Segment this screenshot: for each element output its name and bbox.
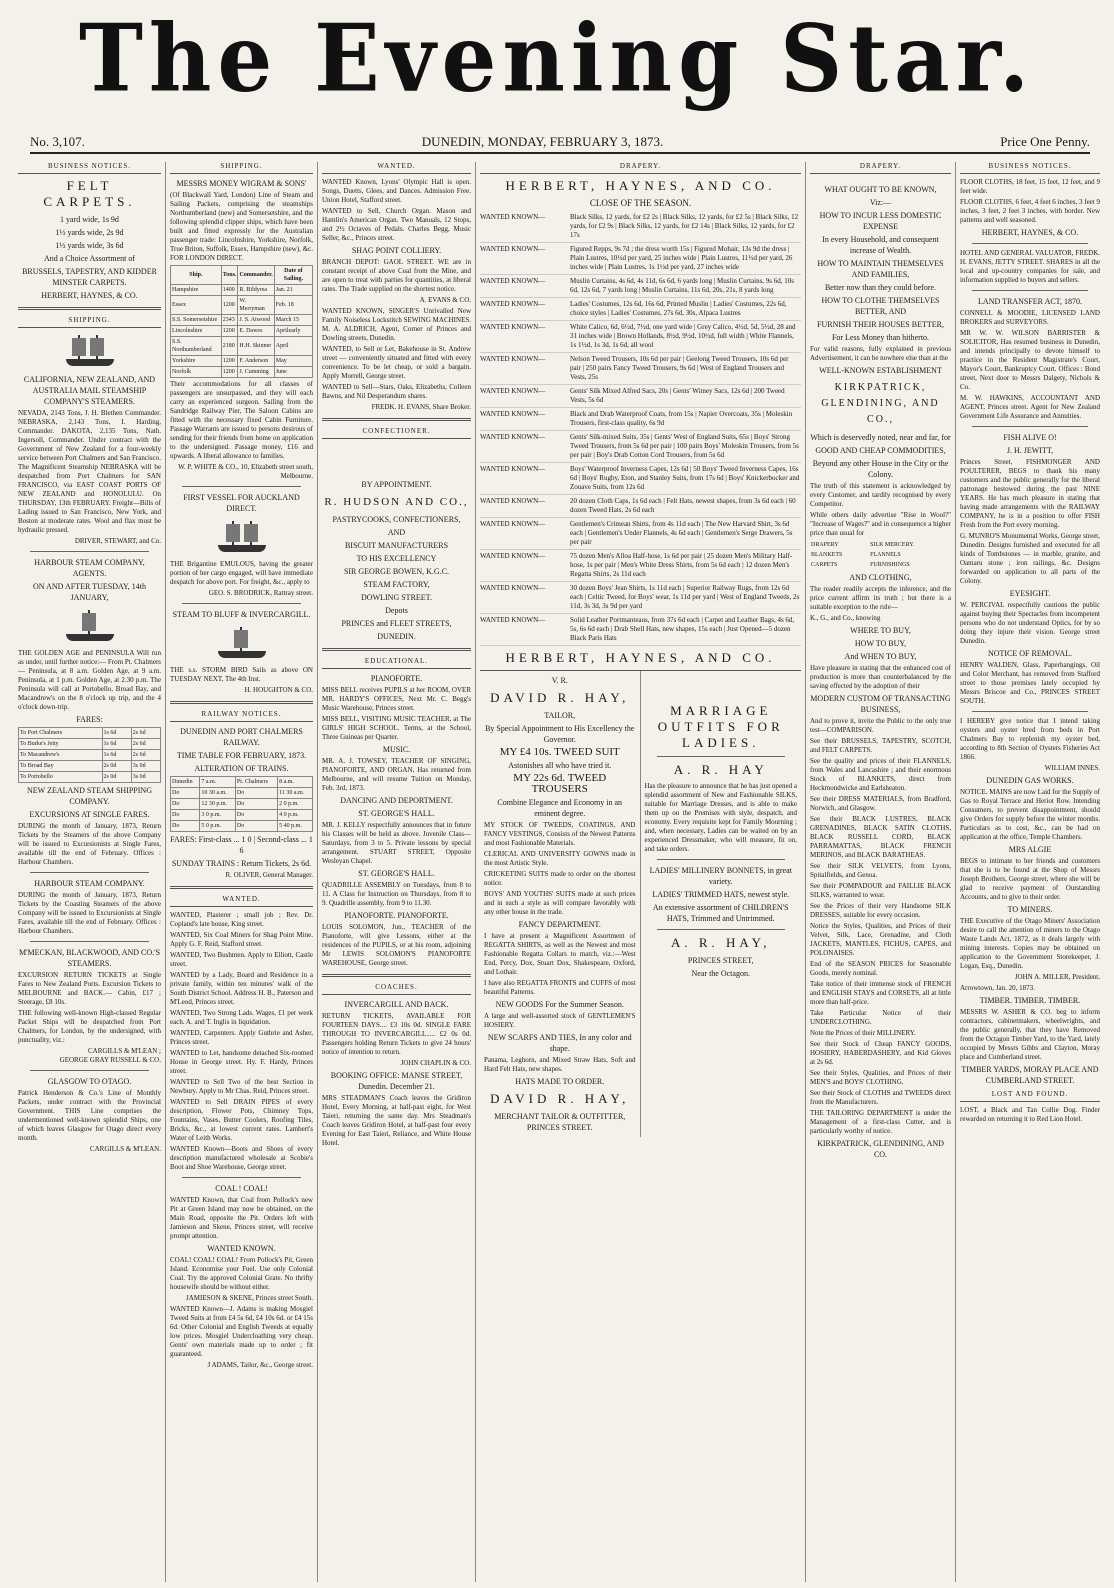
kg-line: HOW TO MAINTAIN THEMSELVES AND FAMILIES, (817, 259, 944, 279)
table-row: Lincolnshire 1200 E. Dawes Aprilearly (171, 326, 313, 337)
table-row: Do 3 0 p.m. Do 4 0 p.m. (171, 810, 313, 821)
floor-cloths-1: FLOOR CLOTHS, 18 feet, 15 feet, 12 feet, and 9 feet wide. (960, 178, 1100, 195)
auckland-signature: GEO. S. BRODRICK, Rattray street. (208, 589, 313, 597)
hay-line: FANCY DEPARTMENT. (518, 920, 601, 929)
kg-modern: MODERN CUSTOM OF TRANSACTING BUSINESS, (810, 694, 951, 714)
conf-line: SIR GEORGE BOWEN, K.G.C. (343, 567, 450, 576)
conf-line: Depots (385, 606, 408, 615)
land-title: LAND TRANSFER ACT, 1870. (978, 297, 1082, 306)
wanted-item: WANTED, Plasterer ; small job ; Rev. Dr. Copland's late house, King street. (170, 911, 313, 928)
felt-signature: HERBERT, HAYNES, & CO. (41, 291, 138, 300)
harbour-sub: ON AND AFTER TUESDAY, 14th JANUARY, (33, 582, 146, 602)
kg-good: GOOD AND CHEAP COMMODITIES, (815, 446, 946, 455)
quadrille-title: ST. GEORGE'S HALL. (358, 869, 435, 878)
eyesight-body: W. PERCIVAL respectfully cautions the public against buying their Spectacles from incompetent persons who do not understand Optics, for by so doing they injure their vision. George street Dunedin. (960, 601, 1100, 645)
oyster-signature: WILLIAM INNES. (1044, 764, 1100, 772)
fish-name: J. H. JEWITT, (1006, 446, 1054, 455)
mw-signature: W. P. WHITE & CO., 10, Elizabeth street south, Melbourne. (178, 463, 313, 480)
cargill-sig: CARGILLS & M'LEAN ; (87, 1047, 161, 1055)
hay-line: CLERICAL AND UNIVERSITY GOWNS made in the most Artistic Style. (484, 850, 636, 867)
miners-date: Arrowtown, Jan. 20, 1873. (960, 984, 1035, 992)
list-item: WANTED KNOWN— Gents' Silk Mixed Alfred Sacs, 20s | Gents' Witney Sacs, 12s 6d | 200 Tweed Vests, 5s 6d (480, 385, 801, 408)
table-row: Yorkshire 1200 F. Anderson May (171, 356, 313, 367)
table-row: To Portobello 2s 0d 3s 0d (19, 772, 161, 783)
divider (182, 486, 301, 487)
issue-date: DUNEDIN, MONDAY, FEBRUARY 3, 1873. (421, 134, 664, 149)
arh-name-2: A. R. HAY, (670, 935, 771, 950)
rail-signature: R. OLIVER, General Manager. (225, 871, 313, 879)
algie-body: BEGS to intimate to her friends and customers that she is to be found at the Shop of Messrs Joseph Brothers, George street, where she will be glad to receive payment of Outstanding Accounts, and to give to their order. (960, 857, 1100, 901)
removal-body: HENRY WALDEN, Glass, Paperhangings, Oil and Color Merchant, has removed from Stafford street to those premises lately occupied by Messrs Briscoe and Co., PRINCES STREET SOUTH. (960, 661, 1100, 705)
hay-trousers: MY 22s 6d. TWEED TROUSERS (513, 772, 607, 795)
kg-pleasure: Have pleasure in stating that the enhanced cost of production is more than counterbalanced by the saving effected by the adoption of their (810, 664, 951, 690)
kg-see-item: Note the Prices of their MILLINERY. (810, 1029, 916, 1037)
divider (30, 1070, 149, 1071)
rail-sub: TIME TABLE FOR FEBRUARY, 1873. (176, 751, 307, 760)
list-item: WANTED KNOWN— Figured Repps, 9s 7d ; the dress worth 15s | Figured Mohair, 13s 9d the dress | Plain Lustres, 10½d per yard, 25 inches wide | Plain Lustres, 11½d per yard, 26 inches wide | Plain Lustres, 1s 1½d per yard, 27 inches wide (480, 243, 801, 275)
kg-see-item: Notice the Styles, Qualities, and Prices of their Velvet, Silk, Lace, Grenadine, and Cloth JACKETS, MANTLES, FICHUS, CAPES, and POLONAISES. (810, 922, 951, 957)
glasgow-sig: CARGILLS & M'LEAN. (89, 1145, 161, 1153)
table-row: To Burke's Jetty 1s 6d 2s 6d (19, 739, 161, 750)
fish-body: Princes Street, FISHMONGER AND POULTERER, BEGS to thank his many customers and the public generally for the liberal patronage bestowed during the past NINE YEARS. He has much pleasure in stating that having made arrangements with the RAILWAY COMPANY, he is in a position to offer FISH Fresh from the Port every morning. (960, 458, 1100, 529)
section-header: SHIPPING. (18, 316, 161, 328)
kg-see-item: See their BLACK LUSTRES, BLACK GRENADINES, BLACK SATIN CLOTHS, BLACK RUSSELL CORD, BLACK PARRAMATTAS, BLACK FRENCH MERINOS, and BLACK BARATHEAS. (810, 815, 951, 859)
harbour-body: THE GOLDEN AGE and PENINSULA Will run as under, until further notice:— From Pt. Chalmers— Peninsula, at 8 a.m. Golden Age, at 9 a.m. Peninsula, at 1 p.m. Golden Age, at 2.30 p.m. The Peninsula will call at Portobello, Broad Bay, and Macandrew's on the 8 o'clock up trip, and the 4 o'clock down-trip. (18, 649, 162, 711)
hay-signature: DAVID R. HAY, (490, 1091, 630, 1106)
list-item: WANTED KNOWN— Muslin Curtains, 4s 6d, 4s 11d, 6s 6d, 6 yards long | Muslin Curtains, 9s 6d, 10s 6d, 12s 6d, 7 yards long | Muslin Curtains, 11s 6d, 20s, 21s, 8 yards long (480, 275, 801, 298)
mw-body-2: Their accommodations for all classes of passengers are unsurpassed, and they will each carry an experienced surgeon. Sailing from the Sandridge Railway Pier, The Saloon Cabins are fitted with the necessary fixed Cabin Furniture. Passage Warrants are issued to persons desirous of sending for their friends from home on application to the undersigned. Passage money, £16 and upwards. A liberal allowance to families. (170, 380, 313, 460)
hay-appointment: By Special Appointment to His Excellency the Governor. (485, 724, 635, 744)
ship-icon (60, 332, 120, 370)
table-row: To Port Chalmers 1s 6d 2s 6d (19, 728, 161, 739)
divider (657, 859, 786, 860)
hay-sub: TAILOR, (544, 711, 576, 720)
gas-body: NOTICE. MAINS are now Laid for the Supply of Gas to Royal Terrace and Heriot Row. Intending Consumers, to prevent disappointment, should give Orders for supply before the winter months. Particulars as to cost, &c., can be had on application at the office, Temple Chambers. (960, 788, 1100, 841)
marriage-title: MARRIAGE OUTFITS FOR LADIES. (657, 703, 784, 750)
section-header: WANTED. (170, 895, 313, 907)
hay-line: Panama, Leghorn, and Mixed Straw Hats, Soft and Hard Felt Hats, new shapes. (484, 1056, 636, 1073)
hay-line: HATS MADE TO ORDER. (515, 1077, 605, 1086)
kg-reader: The reader readily accepts the inference, and the price current affirm its truth ; but there is a suitable exception to the rule— (810, 585, 951, 611)
music-body: MR. A. J. TOWSEY, TEACHER OF SINGING, PIANOFORTE, AND ORGAN, Has returned from Melbourne, and will resume Tuition on Monday, Feb. 3rd, 1873. (322, 757, 471, 792)
kg-see-item: End of the SEASON PRICES for Seasonable Goods, merely nominal. (810, 960, 951, 977)
felt-carpets-title: FELT CARPETS. (43, 178, 136, 209)
hay-line: BOYS' AND YOUTHS' SUITS made at such prices and in such a style as will compare favorably with any other house in the trade. (484, 890, 636, 916)
kg-good-sub: Beyond any other House in the City or the Colony. (812, 459, 949, 479)
list-item: WANTED KNOWN— 75 dozen Men's Alloa Half-hose, 1s 6d per pair | 25 dozen Men's Military Half-hose, 1s per pair | Men's White Dress Shirts, from 5s 6d each | 12 dozen Men's Regatta Shirts, 2s 11d each (480, 550, 801, 582)
table-row: To Broad Bay 2s 0d 3s 0d (19, 761, 161, 772)
cal-title: CALIFORNIA, NEW ZEALAND, AND AUSTRALIA MAIL STEAMSHIP COMPANY'S STEAMERS. (23, 375, 156, 406)
column-2 (166, 162, 318, 1582)
mm-body: EXCURSION RETURN TICKETS at Single Fares to New Zealand Ports. Excursion Tickets to MELBOURNE and BACK.— Cabin, £17 ; Steerage, £8 10s. (18, 971, 161, 1006)
divider (182, 1177, 301, 1178)
wanted-item: WANTED to Sell DRAIN PIPES of every description, Flower Pots, Chimney Tops, Fountains, Vases, Butter Coolers, Roofing Tiles, Bricks, &c., at lowest current rates. Lambert's Water of Leith Works. (170, 1098, 313, 1142)
auckland-title: FIRST VESSEL FOR AUCKLAND DIRECT. (183, 493, 300, 513)
hay-line: I have also REGATTA FRONTS and CUFFS of most beautiful Patterns. (484, 979, 636, 996)
table-row: Do 5 0 p.m. Do 5 40 p.m. (171, 821, 313, 832)
column-4 (476, 162, 806, 1582)
felt-line: 1½ yards wide, 3s 6d (55, 241, 124, 250)
table-row: S.S. Somersetshire 2343 J. S. Atwood March 15 (171, 315, 313, 326)
fish-title: FISH ALIVE O! (1003, 433, 1057, 442)
kg-how: HOW TO BUY, (854, 639, 907, 648)
auckland-body: THE Brigantine EMULOUS, having the greater portion of her cargo engaged, will have immediate despatch for above port. For freight, &c., apply to (170, 560, 313, 586)
divider (972, 290, 1088, 291)
ship-table (170, 265, 313, 378)
kg-line: FURNISH THEIR HOUSES BETTER, (817, 320, 944, 329)
shag-title: SHAG POINT COLLIERY. (351, 246, 442, 255)
divider (30, 872, 149, 873)
column-header: BUSINESS NOTICES. (960, 162, 1100, 174)
coach-body: RETURN TICKETS, AVAILABLE FOR FOURTEEN DAYS.... £3 10s 0d. SINGLE FARE THROUGH TO INVERCARGILL..... £2 0s 0d. Passengers holding Return Tickets to give 24 hours' notice of intention to return. (322, 1012, 471, 1056)
arh-advert (641, 671, 802, 1137)
kg-line: Better now than they could before. (824, 283, 937, 292)
timber-title: TIMBER. TIMBER. TIMBER. (979, 996, 1081, 1005)
coach-title: INVERCARGILL AND BACK. (344, 1000, 449, 1009)
column-5 (806, 162, 956, 1582)
divider (322, 974, 471, 977)
divider (322, 418, 471, 421)
wanted-item: WANTED, Two Bushmen. Apply to Elliott, Castle street. (170, 951, 313, 968)
fares-table (18, 727, 161, 783)
kg-while: While others daily advertise "Rise in Wool?" "Increase of Wages?" and in consequence a higher price than usual for (810, 511, 951, 537)
hay-line: CRICKETING SUITS made to order on the shortest notice. (484, 870, 636, 887)
kg-when: And WHEN TO BUY, (844, 652, 917, 661)
coal2-signature: JAMIESON & SKENE, Princes street South. (186, 1294, 313, 1302)
divider (972, 711, 1088, 712)
column-header: DRAPERY. (480, 162, 801, 174)
divider (182, 603, 301, 604)
kg-clothing: AND CLOTHING, (849, 573, 912, 582)
oyster-body: I HEREBY give notice that I intend taking oysters and oyster bred from beds in Port Chalmers Bay to replenish my oyster bed, according to 8th Section of Oysters Fisheries Act 1866. (960, 717, 1100, 761)
wanted-item: WANTED KNOWN, SINGER'S Unrivalled New Family Noiseless Lockstitch SEWING MACHINES. M. A. ALDRICH, Agent, Corner of Princes and Dowling streets, Dunedin. (322, 307, 471, 342)
miners-signature: JOHN A. MILLER, President. (1014, 973, 1100, 981)
list-item: WANTED KNOWN— Boys' Waterproof Inverness Capes, 12s 6d | 50 Boys' Tweed Inverness Capes, 16s 6d | Boys' Rugby, Eton, and Stanley Suits, from 17s 6d | Boys' Knickerbocker and Zouave Suits, from 12s 6d (480, 463, 801, 495)
column-header: DRAPERY. (810, 162, 951, 174)
list-item: WANTED KNOWN— White Calico, 6d, 6½d, 7½d, one yard wide | Grey Calico, 4½d, 5d, 5½d, 28 and 31 inches wide | Brown Hollands, 8½d, 9½d, 10½d, full width | White Flannels, 1s 1½d, 1s 3d, 1s 6d, all wool (480, 321, 801, 353)
kg-truth: The truth of this statement is acknowledged by every Customer, and tardily recognised by every Competitor. (810, 482, 951, 508)
bluff-body: THE s.s. STORM BIRD Sails as above ON TUESDAY NEXT, The 4th Inst. (170, 666, 313, 683)
edu-bell-2: MISS BELL, VISITING MUSIC TEACHER, at The GIRLS' HIGH SCHOOL. Terms, at the School, Three Guineas per Quarter. (322, 715, 471, 741)
list-item: WANTED KNOWN— Ladies' Costumes, 12s 6d, 16s 6d, Printed Muslin | Ladies' Costumes, 22s 6d, choice styles | Ladies' Costumes, 27s 6d, 30s, Alpaca Lustres (480, 298, 801, 321)
felt-line: 1 yard wide, 1s 9d (60, 215, 119, 224)
removal-title: NOTICE OF REMOVAL. (987, 649, 1073, 658)
piano-body: LOUIS SOLOMON, Jun., TEACHER of the Pianoforte, will give Lessons, either at the residences of the PUPILS, or at his room, adjoining Mr LEWIS SOLOMON'S PIANOFORTE WAREHOUSE, George street. (322, 923, 471, 967)
harbour-title: HARBOUR STEAM COMPANY, AGENTS. (34, 558, 145, 578)
kg-see-item: See their DRESS MATERIALS, from Bradford, Norwich, and Glasgow. (810, 795, 951, 812)
ship-icon (212, 624, 272, 662)
hay-line: NEW GOODS For the Summer Season. (495, 1000, 624, 1009)
kg-tailoring: THE TAILORING DEPARTMENT is under the Management of a first-class Cutter, and is particularly worthy of notice. (810, 1109, 951, 1135)
list-item: WANTED KNOWN— Black Silks, 12 yards, for £2 2s | Black Silks, 12 yards, for £2 5s | Black Silks, 12 yards, for £2 9s | Black Silks, 12 yards, for £2 14s | Black Silks, 12 yards, for £2 17s (480, 211, 801, 243)
lost-body: LOST, a Black and Tan Collie Dog. Finder rewarded on returning it to Red Lion Hotel. (960, 1106, 1100, 1123)
kg-see-item: See their Stock of CLOTHS and TWEEDS direct from the Manufacturers. (810, 1089, 951, 1106)
kg-firm-sub: Which is deservedly noted, near and far, for (810, 433, 951, 442)
bluff-signature: H. HOUGHTON & CO. (244, 686, 313, 694)
rail-table (170, 776, 313, 832)
land-body: CONNELL & MOODIE, LICENSED LAND BROKERS and SURVEYORS. (960, 309, 1100, 326)
table-row: DRAPERY SILK MERCERY. (811, 542, 915, 548)
wanted-item: WANTED, Carpenters. Apply Guthrie and Asher, Princes street. (170, 1029, 313, 1046)
table-row: S.S. Northumberland 2180 H.H. Skinner April (171, 337, 313, 356)
timber-body: MESSRS W. ASHER & CO. beg to inform contractors, cabinetmakers, wheelwrights, and the public generally, that they have Removed from the Octagon Timber Yard, to the Yard, lately occupied by Messrs Gibbs and Clayton, Moray place and Cumberland street. (960, 1008, 1100, 1061)
kg-line: Viz:— (869, 198, 892, 207)
piano-title: PIANOFORTE. PIANOFORTE. (344, 911, 449, 920)
hay-suit-sub: Astonishes all who have tried it. (508, 761, 612, 770)
wanted-item: WANTED, to Sell or Let, Bakehouse in St. Andrew street — conveniently situated and fitted with every convenience. To be let cheap, or sold a bargain. Apply Morrell, George street. (322, 345, 471, 380)
kg-signature: KIRKPATRICK, GLENDINING, AND CO. (817, 1139, 944, 1159)
nz-body: DURING the month of January, 1873, Return Tickets by the Steamers of the above Company will be issued to Excursionists at Single Fares, available till the end of February. Offices : Harbour Chambers. (18, 822, 161, 866)
glasgow-body: Patrick Henderson & Co.'s Line of Monthly Packets, under contract with the Provincial Government. THIS Line comprises the undermentioned well-known splendid Ships, one of which leaves Glasgow for Otago direct every month. (18, 1089, 161, 1142)
gg-sig: GEORGE GRAY RUSSELL & CO. (59, 1056, 161, 1064)
table-row: Do 12 30 p.m. Do 2 0 p.m. (171, 799, 313, 810)
divider (170, 701, 313, 704)
list-item: WANTED KNOWN— Black and Drab Waterproof Coats, from 15s | Napier Overcoats, 35s | Moleskin Trousers, first-class quality, 6s 9d (480, 408, 801, 431)
kg-knowing: K., G., and Co., knowing (810, 614, 881, 622)
coach-signature: JOHN CHAPLIN & CO. (400, 1059, 471, 1067)
mw-title: MESSRS MONEY WIGRAM & SONS' (176, 179, 307, 188)
mm-title: M'MECKAN, BLACKWOOD, AND CO.'S STEAMERS. (18, 948, 161, 968)
wanted-item: WANTED by a Lady, Board and Residence in a private family, within ten minutes' walk of the South District School. Address H. B., Paterson and M'Leod, Princes street. (170, 971, 313, 1006)
dateline (30, 132, 1090, 154)
ship-icon (60, 607, 120, 645)
issue-price: Price One Penny. (1000, 134, 1090, 149)
mw-body: (Of Blackwall Yard, London) Line of Steam and Sailing Packets, comprising the steamships Northumberland (new) and Somersetshire, and the following splendid clipper ships, which have been built and fitted expressly for the Australian passenger trade: Lincolnshire, Yorkshire, Norfolk, True Briton, Suffolk, Essex, Hampshire (new), &c. FOR LONDON DIRECT. (170, 191, 313, 262)
section-header: CONFECTIONER. (322, 427, 471, 439)
list-item: WANTED KNOWN— Gents' Silk-mixed Suits, 35s | Gents' West of England Suits, 65s | Boys' Strong Tweed Trousers, from 5s 6d per pair | 100 pairs Boys' Moleskin Trousers, from 5s per pair | Boy's Drab Cotton Cord Trousers, from 5s 6d (480, 431, 801, 463)
kg-see-item: Take notice of their immense stock of FRENCH and ENGLISH STAYS and CORSETS, all at little more than half-price. (810, 980, 951, 1006)
issue-number: No. 3,107. (30, 134, 85, 149)
table-header: Ship. Tons. Commander. Date of Sailing. (171, 266, 313, 285)
list-item: WANTED KNOWN— Solid Leather Portmanteaus, from 37s 6d each | Carpet and Leather Bags, 4s 6d, 5s, 6s 6d each | Drab Shell Hats, new shapes, 15s each | Just Opened—5 dozen Black Paris Hats (480, 614, 801, 646)
lost-title: LOST AND FOUND. (960, 1090, 1100, 1102)
section-header: RAILWAY NOTICES. (170, 710, 313, 722)
table-row: Norfolk 1200 J. Cumming June (171, 367, 313, 378)
nz-sub: EXCURSIONS AT SINGLE FARES. (29, 810, 150, 819)
cal-body: NEVADA, 2143 Tons, J. H. Blethen Commander. NEBRASKA, 2,143 Tons, I. Harding, Commander. DAKOTA, 2,135 Tons, Nath. Ingersoll, Commander. Under contract with the Government of New Zealand for a four-weekly service between Port Chalmers and San Francisco. The Magnificent Steamship NEBRASKA will be despatched from Port Chalmers for SAN FRANCISCO, via EAST COAST PORTS OF NEW ZEALAND and HONOLULU. On THURSDAY, 13th FEBRUARY. Freight—Bills of Lading issued to San Francisco, New York, and Boston at moderate rates. Wool and flax must be hydraulic pressed. (18, 409, 161, 534)
hay-signature-2: MERCHANT TAILOR & OUTFITTER, PRINCES STREET. (494, 1112, 626, 1132)
felt-line: BRUSSELS, TAPESTRY, AND KIDDER MINSTER CARPETS. (22, 267, 157, 287)
adams-signature: J ADAMS, Tailor, &c., George street. (207, 1361, 313, 1369)
hsc-body: DURING the month of January, 1873, Return Tickets by the Coasting Steamers of the above Company will be issued to Excursionists at Single Fares, available till the end of February. Offices : Harbour Chambers. (18, 891, 161, 935)
dance-sub: ST. GEORGE'S HALL. (358, 809, 435, 818)
hay-suit: MY £4 10s. TWEED SUIT (499, 746, 620, 758)
wanted-item: WANTED to Sell, Church Organ. Mason and Hamlin's American Organ. Two Manuals, 12 Stops, and 2½ Octaves of Pedals. Charles Begg, Music Seller, &c., Princes street. (322, 207, 471, 242)
wanted-item: WANTED, Six Coal Miners for Shag Point Mine. Apply G. F. Reid, Stafford street. (170, 931, 313, 948)
arh-children: An extensive assortment of CHILDREN'S HATS, Trimmed and Untrimmed. (652, 903, 789, 923)
hay-line: I have at present a Magnificent Assortment of REGATTA SHIRTS, as well as the Newest and most Fashionable Regatta Collars to match, viz.:—West End, Percy, Dox, Stuart Dox, Shakespeare, Oxford, and Lothair. (484, 932, 636, 976)
miners-body: THE Executive of the Otago Miners' Association desire to call the attention of miners to the Otago Waste Lands Act, 1872, as it deals largely with mining interests. Copies may be obtained on application to the Government Storekeeper, J. Logan, Esq., Dunedin. (960, 917, 1100, 970)
divider (657, 929, 786, 930)
floor-cloths-2: FLOOR CLOTHS, 6 feet, 4 feet 6 inches, 3 feet 9 inches, 3 feet, 2 feet 3 inches, with border. New patterns and well seasoned. (960, 198, 1100, 224)
dance-title: DANCING AND DEPORTMENT. (340, 796, 453, 805)
list-item: WANTED KNOWN— Gentlemen's Crimean Shirts, from 4s 11d each | The New Harvard Shirt, 3s 6d each | Gentlemen's Under Flannels, 4s 6d each | Gentlemen's Serge Drawers, 5s per pair (480, 518, 801, 550)
rail-title: DUNEDIN AND PORT CHALMERS RAILWAY. (180, 727, 303, 747)
kg-establishment: WELL-KNOWN ESTABLISHMENT (819, 366, 942, 375)
shag-signature: A. EVANS & CO. (419, 296, 471, 304)
wanted-item: WANTED, Two Strong Lads. Wages, £1 per week each. A. and T. Inglis in liquidation. (170, 1009, 313, 1026)
column-header: BUSINESS NOTICES. (18, 162, 161, 174)
coal-body: WANTED Known, that Coal from Pollock's new Pit at Green Island may now be obtained, on the Main Road, opposite the Pit. Orders left with Jamieson and Skene, Princes street, will receive prompt attention. (170, 1196, 313, 1240)
conf-line: DOWLING STREET. (361, 593, 432, 602)
firm-title: HERBERT, HAYNES, AND CO. (505, 178, 776, 193)
rail-sunday: SUNDAY TRAINS : Return Tickets, 2s 6d. (171, 859, 312, 868)
hotel-valuator: HOTEL AND GENERAL VALUATOR, FREDK. H. EVANS, JETTY STREET. SHARES in all the local and up-country companies for sale, and information supplied to buyers and sellers. (960, 249, 1100, 284)
kg-see-item: See their SILK VELVETS, from Lyons, Spitalfields, and Genoa. (810, 862, 951, 879)
column-3 (318, 162, 476, 1582)
kg-see-item: See their Styles, Qualities, and Prices of their MEN'S and BOYS' CLOTHING. (810, 1069, 951, 1086)
conf-line: STEAM FACTORY, (363, 580, 430, 589)
edu-bell: MISS BELL receives PUPILS at her ROOM, OVER MR. HARDY'S OFFICES, Next Mr. C. Begg's Music Warehouse, Princes street. (322, 686, 471, 712)
kg-goods-grid (810, 540, 951, 570)
rail-alt: ALTERATION OF TRAINS. (194, 764, 289, 773)
conf-line: DUNEDIN. (377, 632, 416, 641)
divider (972, 243, 1088, 244)
kg-line: HOW TO CLOTHE THEMSELVES BETTER, AND (821, 296, 940, 316)
wilson-body: MR W. W. WILSON BARRISTER & SOLICITOR, Has resumed business in Dunedin, and intends principally to devote himself to practice in the Resident Magistrate's Court, Mayor's Court, Bankruptcy Court. Offices : Bond street, Next door to Messrs Dalgety, Nichols & Co. (960, 329, 1100, 391)
quadrille-body: QUADRILLE ASSEMBLY on Tuesdays, from 8 to 11. A Class for Instruction on Thursdays, from 8 to 9. Quadrille assembly, from 9 to 11.30. (322, 881, 471, 907)
conf-line: TO HIS EXCELLENCY (356, 554, 437, 563)
hay-name: DAVID R. HAY, (490, 690, 630, 705)
kg-firm: KIRKPATRICK, GLENDINING, AND CO., (821, 382, 940, 425)
kg-see-item: Take Particular Notice of their UNDERCLOTHING. (810, 1009, 951, 1026)
fares-title: FARES: (76, 715, 103, 724)
hay-line: A large and well-assorted stock of GENTLEMEN'S HOSIERY. (484, 1012, 636, 1029)
table-row: To Macandrew's 1s 6d 2s 6d (19, 750, 161, 761)
munro-body: G. MUNRO'S Monumental Works, George street, Dunedin. Designs furnished and executed for all kinds of Tombstones — in marble, granite, and Oamaru stone ; iron railings, &c. Designs forwarded on application to all parts of the Colony. (960, 532, 1100, 585)
column-6 (956, 162, 1104, 1582)
miners-title: TO MINERS. (1007, 905, 1053, 914)
kg-see-item: See the quality and prices of their FLANNELS, from Wales and Lancashire ; and their enormous Stock of BLANKETS, direct from Heckmondwicke and Earlsheaton. (810, 757, 951, 792)
conf-name: R. HUDSON AND CO., (324, 496, 469, 508)
table-row: Hampshire 1400 R. Bildyrea Jan. 21 (171, 285, 313, 296)
drapery-bottom (480, 670, 801, 1137)
coal-title: COAL ! COAL! (215, 1184, 268, 1193)
hay-stock: MY STOCK OF TWEEDS, COATINGS, AND FANCY VESTINGS, Consists of the Newest Patterns and most Fashionable Materials. (484, 821, 636, 847)
list-item: WANTED KNOWN— Nelson Tweed Trousers, 10s 6d per pair | Geelong Tweed Trousers, 10s 6d per pair | 250 pairs Fancy Tweed Trousers, 9s 6d | West of England Trousers and Vests, 25s (480, 353, 801, 385)
bluff-title: STEAM TO BLUFF & INVERCARGILL. (172, 610, 311, 619)
arh-body: Has the pleasure to announce that he has just opened a splendid assortment of New and Fashionable SILKS, suitable for Marriage Dresses, and is able to make them up on the Premises with style, despatch, and economy. Every requisite kept for Family Mourning ; and, when necessary, Ladies can be waited on by an experienced Dressmaker, who will measure, fit on, and take orders. (644, 782, 797, 853)
divider (170, 886, 313, 889)
list-item: WANTED KNOWN— 30 dozen Boys' Jean Shirts, 1s 11d each | Superior Railway Rugs, from 12s 6d each | Celtic Tweed, for Boys' wear, 1s 11d per yard | West of England Tweeds, 2s 11d, 3s 3d, 3s 9d per yard (480, 582, 801, 614)
steadman-body: MRS STEADMAN'S Coach leaves the Gridiron Hotel, Every Morning, at half-past eight, for West Taieri, returning the same day. Mrs Steadman's Coach leaves Gridiron Hotel, at half-past four every Evening for East Taieri, Reliance, and White House Hotel. (322, 1094, 471, 1147)
wanted-item: WANTED Known, Lyons' Olympic Hall is open. Songs, Duetts, Glees, and Dances. Admission Free. Union Hotel, Stafford street. (322, 178, 471, 204)
wanted-item: WANTED to Sell Two of the best Section in Newbury. Apply to Mr Chas. Reid, Princes street. (170, 1078, 313, 1095)
column-header: SHIPPING. (170, 162, 313, 174)
wanted-item: WANTED Known—Boots and Shoes of every description manufactured wholesale at Scobie's Boot and Shoe Warehouse, George street. (170, 1145, 313, 1171)
divider (30, 551, 149, 552)
cal-signature: DRIVER, STEWART, and Co. (74, 537, 161, 545)
ship-icon (212, 518, 272, 556)
table-row: CARPETS FURNISHINGS (811, 562, 910, 568)
table-row: Dunedin 7 a.m. Pt. Chalmers 8 a.m. (171, 777, 313, 788)
felt-line: And a Choice Assortment of (43, 254, 136, 263)
kg-reasons: For valid reasons, fully explained in previous Advertisement, it can be nowhere else than at the (810, 345, 951, 362)
kg-see-item: See their Stock of Cheap FANCY GOODS, HOSIERY, HABERDASHERY, and Kid Gloves at 2s 6d. (810, 1040, 951, 1066)
floor-signature: HERBERT, HAYNES, & CO. (981, 228, 1079, 237)
adams-body: WANTED Known—J. Adams is making Mosgiel Tweed Suits at from £4 5s 6d, £4 10s 6d. or £4 15s 6d. Other Colonial and English Tweeds at equally low prices. Mosgiel Undercloathing very cheap. Gents' own materials made up to order ; fit guaranteed. (170, 1305, 313, 1358)
nz-title: NEW ZEALAND STEAM SHIPPING COMPANY. (27, 786, 152, 806)
masthead (0, 0, 1114, 120)
kg-line: HOW TO INCUR LESS DOMESTIC EXPENSE (819, 211, 942, 231)
arh-name: A. R. HAY (673, 762, 768, 777)
vr-mark: V. R. (551, 676, 568, 685)
table-row: Essex 1200 W. Merryman Feb. 18 (171, 296, 313, 315)
arh-address: PRINCES STREET, (687, 956, 754, 965)
rail-fares: FARES: First-class ... 1 0 | Second-class ... 1 6 (170, 835, 313, 855)
conf-line: AND (387, 528, 406, 537)
eyesight-title: EYESIGHT. (1009, 589, 1051, 598)
divider (30, 941, 149, 942)
hay-advert (480, 671, 641, 1137)
packet-body: THE following well-known High-classed Regular Packet Ships will be despatched from Port Chalmers, for London, by the undersigned, with punctuality, viz.: (18, 1009, 161, 1044)
column-header: WANTED. (322, 162, 471, 174)
hay-trousers-sub: Combine Elegance and Economy in an eminent degree. (497, 798, 623, 818)
arh-address-2: Near the Octagon. (691, 969, 750, 978)
season-title: CLOSE OF THE SEASON. (589, 198, 692, 208)
felt-line: 1½ yards wide, 2s 9d (55, 228, 124, 237)
coal2-body: COAL! COAL! COAL! From Pollock's Pit, Green Island. Economise your Fuel. Use only Colonial Coal. Try the approved Colonial Grate. No thrifty housewife should be without either. (170, 1256, 313, 1291)
table-row: Do 10 30 a.m. Do 11 30 a.m. (171, 788, 313, 799)
kg-line: For Less Money than hitherto. (831, 333, 930, 342)
column-1 (14, 162, 166, 1582)
algie-title: MRS ALGIE (1008, 845, 1052, 854)
divider (322, 648, 471, 651)
shag-body: BRANCH DEPOT: GAOL STREET. WE are in constant receipt of above Coal from the Mine, and are open to treat with parties for quantities, at liberal rates. The Trade supplied on the shortest notice. (322, 258, 471, 293)
coal2-title: WANTED KNOWN. (207, 1244, 276, 1253)
music-title: MUSIC. (382, 745, 411, 754)
evans-signature: FREDK. H. EVANS, Share Broker. (371, 403, 471, 411)
kg-see-item: See their POMPADOUR and FAILLIE BLACK SILKS, warranted to wear. (810, 882, 951, 899)
table-row: BLANKETS FLANNELS (811, 552, 901, 558)
conf-appointment: BY APPOINTMENT. (361, 480, 432, 489)
timber-signature: TIMBER YARDS, MORAY PLACE AND CUMBERLAND STREET. (961, 1065, 1099, 1085)
arh-hats: LADIES' TRIMMED HATS, newest style. (652, 890, 790, 899)
dance-body: MR. J. KELLY respectfully announces that in future his Classes will be held as above. Juvenile Class—Saturdays, from 3 to 5. Private lessons by special arrangement. STUART STREET, Opposite Wesleyan Chapel. (322, 821, 471, 865)
page-columns (14, 162, 1104, 1582)
glasgow-title: GLASGOW TO OTAGO. (47, 1077, 132, 1086)
gas-title: DUNEDIN GAS WORKS. (986, 776, 1074, 785)
divider (657, 756, 786, 757)
hawkins-body: M. W. HAWKINS, ACCOUNTANT AND AGENT, Princes street. Agent for New Zealand Government Life Assurance and Annuities. (960, 394, 1100, 420)
section-header: COACHES. (322, 983, 471, 995)
kg-see-item: See the Prices of their very Handsome SILK DRESSES, suitable for every occasion. (810, 902, 951, 919)
coach-office: BOOKING OFFICE: MANSE STREET, Dunedin. December 21. (330, 1071, 463, 1091)
divider (18, 307, 161, 310)
kg-line: WHAT OUGHT TO BE KNOWN, (824, 185, 937, 194)
wanted-item: WANTED to Let, handsome detached Six-roomed House in George street. Hy. F. Hardy, Princes street. (170, 1049, 313, 1075)
arh-bonnets: LADIES' MILLINERY BONNETS, in great variety. (649, 866, 792, 886)
kg-invite: And to prove it, invite the Public to the only true test—COMPARISON. (810, 717, 951, 734)
hay-line: NEW SCARFS AND TIES, In any color and shape. (487, 1033, 632, 1053)
firm-title-2: HERBERT, HAYNES, AND CO. (505, 650, 776, 665)
conf-line: PRINCES and FLEET STREETS, (341, 619, 452, 628)
edu-piano: PIANOFORTE. (370, 674, 423, 683)
hsc-title: HARBOUR STEAM COMPANY. (34, 879, 145, 888)
kg-line: In every Household, and consequent increase of Wealth. (822, 235, 939, 255)
section-header: EDUCATIONAL. (322, 657, 471, 669)
list-item: WANTED KNOWN— 20 dozen Cloth Caps, 1s 6d each | Felt Hats, newest shapes, from 3s 6d each | 60 dozen Tweed Hats, 2s 6d each (480, 495, 801, 518)
kg-see-item: See their BRUSSELS, TAPESTRY, SCOTCH, and FELT CARPETS. (810, 737, 951, 754)
conf-line: PASTRYCOOKS, CONFECTIONERS, (332, 515, 461, 524)
kg-where: WHERE TO BUY, (850, 626, 911, 635)
wanted-item: WANTED to Sell—Stars, Oaks, Elizabeths, Colleen Bawns, and Nil Desperandum shares. (322, 383, 471, 400)
divider (972, 426, 1088, 427)
conf-line: BISCUIT MANUFACTURERS (344, 541, 449, 550)
newspaper-title: The Evening Star. (78, 3, 1036, 114)
